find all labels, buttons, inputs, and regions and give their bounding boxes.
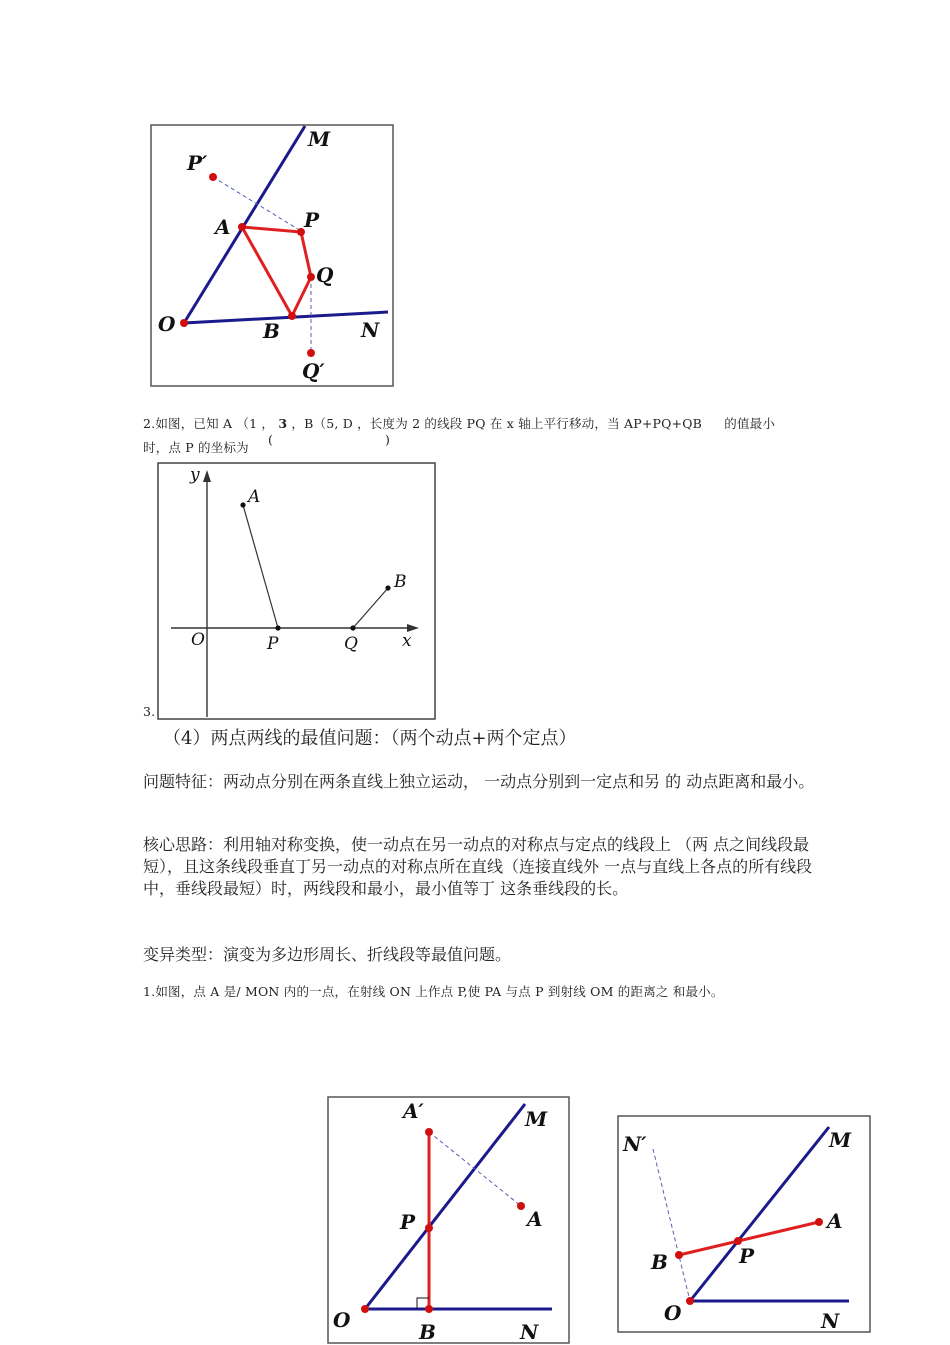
answer-paren-close: ) [385, 432, 391, 447]
label-p: P [304, 208, 320, 232]
problem-2-end: 的值最小 [724, 416, 776, 431]
label-m: M [829, 1128, 852, 1152]
problem-2-mid: ，B（5, D ，长度为 2 的线段 PQ 在 x 轴上平行移动，当 AP+PQ+QB [291, 416, 703, 431]
point-q-prime [307, 349, 315, 357]
label-q: Q [316, 263, 334, 287]
variant-type-paragraph: 变异类型：演变为多边形周长、折线段等最值问题。 [143, 945, 512, 964]
label-b: B [419, 1320, 436, 1344]
point-p [275, 625, 280, 630]
label-a-prime: A′ [403, 1099, 424, 1123]
label-b: B [651, 1250, 668, 1274]
item-3-number: 3. [143, 704, 156, 719]
point-p-prime [209, 173, 217, 181]
figure-quadrilateral-apqb [150, 124, 395, 388]
label-n-prime: N′ [623, 1132, 647, 1156]
section-4-heading: （4）两点两线的最值问题：（两个动点+两个定点） [163, 728, 577, 749]
problem-2-question: 时，点 P 的坐标为 [143, 440, 249, 455]
label-n: N [821, 1309, 840, 1333]
label-b: B [394, 572, 407, 592]
point-a [240, 502, 245, 507]
label-a: A [215, 215, 231, 239]
label-o: O [158, 312, 176, 336]
label-n: N [520, 1320, 539, 1344]
point-q [350, 625, 355, 630]
label-y: y [190, 465, 200, 485]
problem-2-line-1 [143, 414, 775, 432]
label-m: M [525, 1107, 548, 1131]
label-p: P [400, 1210, 416, 1234]
point-o [686, 1297, 694, 1305]
point-p [425, 1224, 433, 1232]
label-p: P [267, 634, 279, 654]
label-a: A [248, 487, 261, 507]
point-b [385, 585, 390, 590]
core-approach-paragraph: 核心思路：利用轴对称变换，使一动点在另一动点的对称点与定点的线段上 （两 点之间线段最短），且这条线段垂直丁另一动点的对称点所在直线（连接直线外 一点与直线上各点的所有线段中，垂线段最短）时，两线段和最小，最小值等丁 这条垂线段的长。 [143, 835, 813, 898]
label-m: M [308, 127, 331, 151]
point-b [675, 1251, 683, 1259]
figure-coordinate-apqb [157, 462, 437, 722]
point-a-prime [425, 1128, 433, 1136]
label-n: N [361, 318, 380, 342]
point-b [288, 312, 296, 320]
answer-paren-open: ( [268, 432, 274, 447]
label-a: A [527, 1207, 543, 1231]
point-a [517, 1202, 525, 1210]
label-o: O [191, 630, 205, 650]
problem-2-prefix: 2.如图，已知 A （1 ， [143, 416, 275, 431]
point-o [361, 1305, 369, 1313]
point-b [425, 1305, 433, 1313]
point-a [815, 1218, 823, 1226]
problem-2-bold-3: 3 [278, 416, 288, 431]
point-a [238, 223, 246, 231]
figure-perpendicular-pa-pb [327, 1096, 571, 1345]
point-q [307, 273, 315, 281]
label-x: x [402, 631, 412, 651]
problem-1-text: 1.如图，点 A 是/ MON 内的一点，在射线 ON 上作点 P,使 PA 与点 P 到射线 OM 的距离之 和最小。 [143, 984, 724, 999]
label-a: A [827, 1209, 843, 1233]
label-b: B [263, 319, 280, 343]
label-q: Q [344, 634, 358, 654]
label-p-prime: P′ [187, 151, 208, 175]
problem-feature-paragraph: 问题特征：两动点分别在两条直线上独立运动， 一动点分别到一定点和另 的 动点距离和最小。 [143, 772, 815, 791]
problem-2-line-2 [143, 438, 249, 456]
figure-reflected-n-prime [617, 1115, 873, 1335]
label-p: P [739, 1244, 755, 1268]
label-o: O [333, 1308, 351, 1332]
point-o [180, 319, 188, 327]
label-q-prime: Q′ [302, 359, 325, 383]
label-o: O [664, 1301, 682, 1325]
